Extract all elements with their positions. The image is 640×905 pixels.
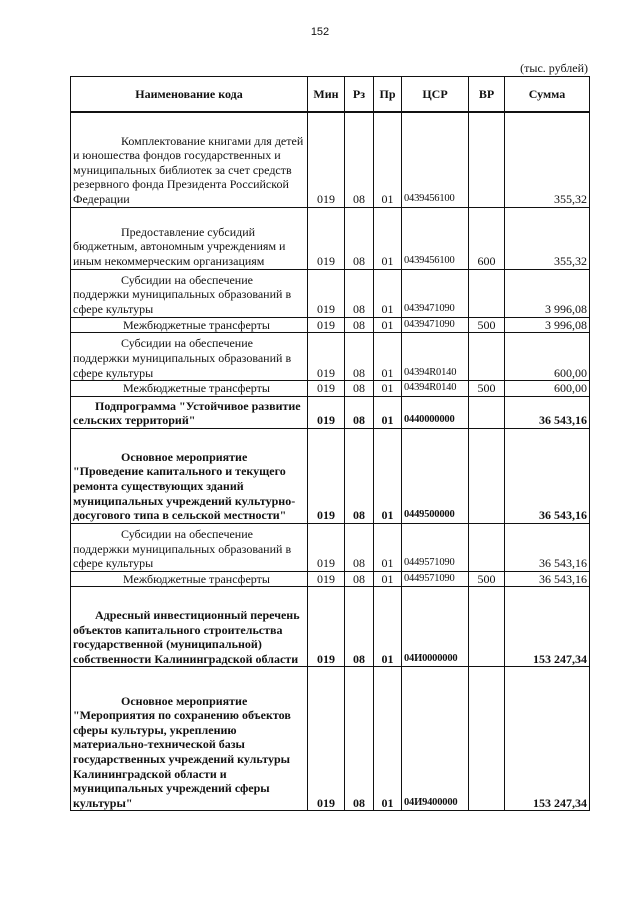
row-csr: 0440000000	[402, 396, 469, 428]
row-pr: 01	[374, 667, 402, 811]
row-vr	[469, 587, 505, 667]
row-csr: 0439471090	[402, 317, 469, 333]
row-sum: 153 247,34	[505, 587, 590, 667]
row-name-text: Основное мероприятие "Мероприятия по сохранению объектов сферы культуры, укреплению материально-технической базы государственных учреждений культуры Калининградской области и муниципальных учреждений сферы культуры"	[73, 693, 291, 810]
row-sum: 3 996,08	[505, 317, 590, 333]
budget-table	[70, 76, 590, 811]
row-pr: 01	[374, 571, 402, 587]
table-row	[71, 333, 590, 381]
row-sum: 355,32	[505, 207, 590, 269]
row-min: 019	[308, 523, 345, 571]
row-name-text: Основное мероприятие "Проведение капитального и текущего ремонта существующих зданий муниципальных учреждений культурно-досугового типа в сельской местности"	[73, 449, 296, 523]
row-name	[71, 667, 308, 811]
col-header-vr: ВР	[469, 77, 505, 113]
row-name	[71, 523, 308, 571]
col-header-rz: Рз	[345, 77, 374, 113]
row-pr: 01	[374, 396, 402, 428]
page-number: 152	[310, 26, 330, 38]
row-sum: 36 543,16	[505, 396, 590, 428]
row-csr: 0439456100	[402, 207, 469, 269]
col-header-sum: Сумма	[505, 77, 590, 113]
row-sum: 36 543,16	[505, 571, 590, 587]
row-vr	[469, 269, 505, 317]
row-vr: 500	[469, 317, 505, 333]
row-vr	[469, 428, 505, 523]
table-row	[71, 381, 590, 397]
row-sum: 153 247,34	[505, 667, 590, 811]
row-min: 019	[308, 317, 345, 333]
units-label: (тыс. рублей)	[520, 61, 588, 75]
row-name: Межбюджетные трансферты	[71, 381, 308, 397]
row-rz: 08	[345, 523, 374, 571]
table-row	[71, 587, 590, 667]
row-vr	[469, 523, 505, 571]
table-row	[71, 667, 590, 811]
row-csr: 04И0000000	[402, 587, 469, 667]
row-sum: 355,32	[505, 112, 590, 207]
row-rz: 08	[345, 667, 374, 811]
row-name-text: Предоставление субсидий бюджетным, автономным учреждениям и иным некоммерческим организациям	[73, 224, 286, 268]
row-rz: 08	[345, 333, 374, 381]
row-pr: 01	[374, 269, 402, 317]
row-pr: 01	[374, 317, 402, 333]
col-header-pr: Пр	[374, 77, 402, 113]
row-vr: 500	[469, 571, 505, 587]
row-pr: 01	[374, 523, 402, 571]
row-name	[71, 207, 308, 269]
row-name-text: Подпрограмма "Устойчивое развитие сельских территорий"	[73, 398, 301, 428]
row-vr	[469, 667, 505, 811]
row-csr: 0449571090	[402, 523, 469, 571]
row-min: 019	[308, 667, 345, 811]
row-pr: 01	[374, 587, 402, 667]
row-vr	[469, 396, 505, 428]
row-name	[71, 396, 308, 428]
row-min: 019	[308, 587, 345, 667]
row-min: 019	[308, 112, 345, 207]
row-name: Межбюджетные трансферты	[71, 571, 308, 587]
row-rz: 08	[345, 428, 374, 523]
row-name	[71, 333, 308, 381]
row-min: 019	[308, 333, 345, 381]
row-name	[71, 112, 308, 207]
row-vr: 600	[469, 207, 505, 269]
row-csr: 04394R0140	[402, 333, 469, 381]
row-rz: 08	[345, 381, 374, 397]
row-rz: 08	[345, 269, 374, 317]
row-name	[71, 428, 308, 523]
row-pr: 01	[374, 112, 402, 207]
row-vr	[469, 333, 505, 381]
table-row	[71, 317, 590, 333]
row-name-text: Субсидии на обеспечение поддержки муниципальных образований в сфере культуры	[73, 526, 292, 571]
row-name	[71, 269, 308, 317]
row-min: 019	[308, 396, 345, 428]
row-sum: 600,00	[505, 333, 590, 381]
row-min: 019	[308, 381, 345, 397]
row-vr	[469, 112, 505, 207]
table-header	[71, 77, 590, 113]
row-csr: 04394R0140	[402, 381, 469, 397]
col-header-csr: ЦСР	[402, 77, 469, 113]
row-name	[71, 587, 308, 667]
row-name-text: Адресный инвестиционный перечень объектов капитального строительства государственной (муниципальной) собственности Калининградской области	[73, 607, 300, 666]
row-min: 019	[308, 269, 345, 317]
col-header-min: Мин	[308, 77, 345, 113]
row-sum: 3 996,08	[505, 269, 590, 317]
row-rz: 08	[345, 587, 374, 667]
row-rz: 08	[345, 207, 374, 269]
row-sum: 600,00	[505, 381, 590, 397]
row-rz: 08	[345, 571, 374, 587]
row-pr: 01	[374, 333, 402, 381]
table-row	[71, 396, 590, 428]
row-csr: 04И9400000	[402, 667, 469, 811]
row-csr: 0439456100	[402, 112, 469, 207]
table-row	[71, 112, 590, 207]
row-csr: 0449500000	[402, 428, 469, 523]
table-row	[71, 571, 590, 587]
row-pr: 01	[374, 381, 402, 397]
row-rz: 08	[345, 112, 374, 207]
table-row	[71, 269, 590, 317]
row-name-text: Субсидии на обеспечение поддержки муниципальных образований в сфере культуры	[73, 272, 292, 316]
row-vr: 500	[469, 381, 505, 397]
row-name-text: Субсидии на обеспечение поддержки муниципальных образований в сфере культуры	[73, 336, 292, 380]
row-csr: 0449571090	[402, 571, 469, 587]
table-row	[71, 428, 590, 523]
row-pr: 01	[374, 207, 402, 269]
row-pr: 01	[374, 428, 402, 523]
col-header-name: Наименование кода	[71, 77, 308, 113]
row-sum: 36 543,16	[505, 428, 590, 523]
row-min: 019	[308, 571, 345, 587]
row-name: Межбюджетные трансферты	[71, 317, 308, 333]
row-csr: 0439471090	[402, 269, 469, 317]
table-row	[71, 523, 590, 571]
table-row	[71, 207, 590, 269]
row-rz: 08	[345, 396, 374, 428]
row-sum: 36 543,16	[505, 523, 590, 571]
row-min: 019	[308, 428, 345, 523]
row-name-text: Комплектование книгами для детей и юношества фондов государственных и муниципальных библиотек за счет средств резервного фонда Президента Российской Федерации	[73, 133, 304, 206]
row-min: 019	[308, 207, 345, 269]
row-rz: 08	[345, 317, 374, 333]
